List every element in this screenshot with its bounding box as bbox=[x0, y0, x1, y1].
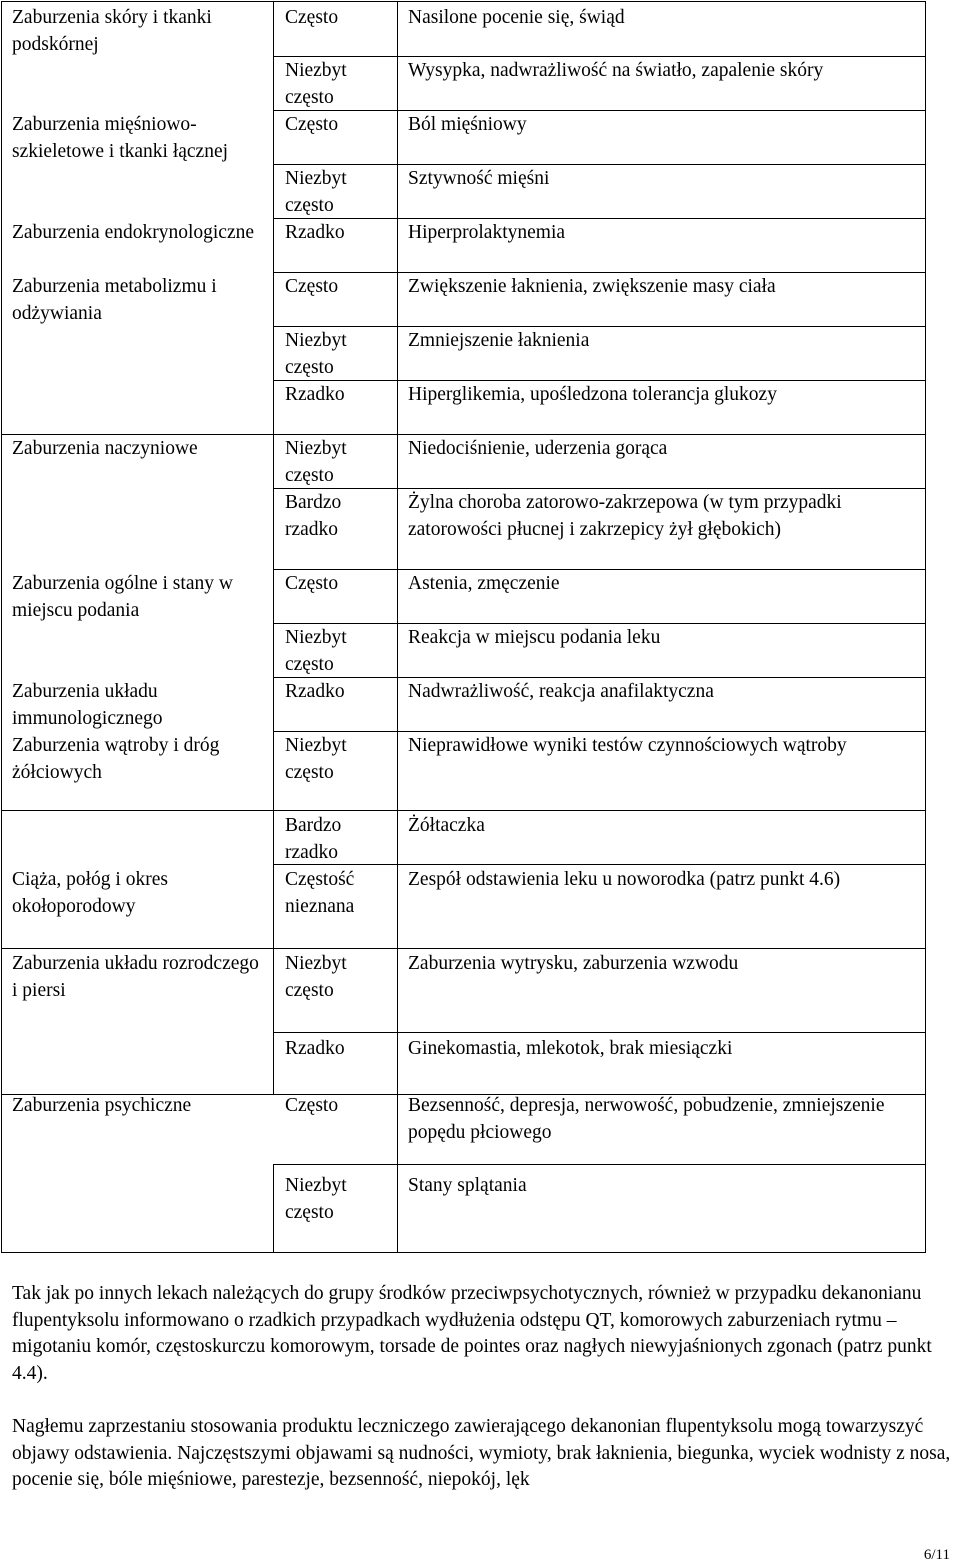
system-organ-class: Zaburzenia metabolizmu i odżywiania bbox=[12, 276, 217, 324]
adverse-effect: Zwiększenie łaknienia, zwiększenie masy ciała bbox=[408, 276, 776, 297]
adverse-effect: Stany splątania bbox=[408, 1175, 527, 1196]
adverse-effect: Nieprawidłowe wyniki testów czynnościowych wątroby bbox=[408, 735, 847, 756]
frequency: Niezbyt często bbox=[285, 627, 347, 675]
system-organ-class: Zaburzenia endokrynologiczne bbox=[12, 222, 255, 243]
frequency: Rzadko bbox=[285, 384, 345, 405]
adverse-effect: Wysypka, nadwrażliwość na światło, zapalenie skóry bbox=[408, 60, 824, 81]
adverse-effect: Niedociśnienie, uderzenia gorąca bbox=[408, 438, 668, 459]
row-divider bbox=[2, 810, 926, 811]
row-divider bbox=[273, 326, 926, 327]
frequency: Częstość nieznana bbox=[285, 869, 355, 917]
frequency: Często bbox=[285, 276, 339, 297]
frequency: Niezbyt często bbox=[285, 168, 347, 216]
frequency: Niezbyt często bbox=[285, 1175, 347, 1223]
adverse-effect: Reakcja w miejscu podania leku bbox=[408, 627, 661, 648]
paragraph-qt-prolongation: Tak jak po innych lekach należących do grupy środków przeciwpsychotycznych, również w przypadku dekanonianu flupentyksolu informowano o rzadkich przypadkach wydłużenia odstępu QT, komorowych zaburzeniach rytmu – migotaniu komór, częstoskurczu komorowym, torsade de pointes oraz nagłych niewyjaśnionych zgonach (patrz punkt 4.4). bbox=[12, 1283, 932, 1384]
frequency: Niezbyt często bbox=[285, 735, 347, 783]
system-organ-class: Zaburzenia mięśniowo-szkieletowe i tkanki łącznej bbox=[12, 114, 229, 162]
page-number: 6/11 bbox=[923, 1547, 950, 1563]
system-organ-class: Zaburzenia układu immunologicznego bbox=[12, 681, 163, 729]
frequency: Często bbox=[285, 114, 339, 135]
row-divider bbox=[273, 56, 926, 57]
adverse-effect: Nadwrażliwość, reakcja anafilaktyczna bbox=[408, 681, 714, 702]
frequency: Często bbox=[285, 573, 339, 594]
system-organ-class: Zaburzenia naczyniowe bbox=[12, 438, 198, 459]
frequency: Niezbyt często bbox=[285, 60, 347, 108]
system-organ-class: Zaburzenia układu rozrodczego i piersi bbox=[12, 953, 259, 1001]
adverse-effect: Ból mięśniowy bbox=[408, 114, 527, 135]
system-organ-class: Zaburzenia psychiczne bbox=[12, 1095, 192, 1116]
adverse-effect: Nasilone pocenie się, świąd bbox=[408, 7, 625, 28]
frequency: Często bbox=[285, 7, 339, 28]
frequency: Niezbyt często bbox=[285, 330, 347, 378]
row-divider bbox=[2, 948, 926, 949]
adverse-effect: Żółtaczka bbox=[408, 815, 485, 836]
frequency: Bardzo rzadko bbox=[285, 815, 342, 863]
row-divider bbox=[273, 731, 926, 732]
adverse-effect: Żylna choroba zatorowo-zakrzepowa (w tym przypadki zatorowości płucnej i zakrzepicy żył głębokich) bbox=[408, 492, 842, 540]
frequency: Niezbyt często bbox=[285, 438, 347, 486]
column-divider bbox=[397, 2, 398, 1252]
frequency: Rzadko bbox=[285, 681, 345, 702]
system-organ-class: Zaburzenia wątroby i dróg żółciowych bbox=[12, 735, 220, 783]
adverse-effect: Astenia, zmęczenie bbox=[408, 573, 560, 594]
frequency: Bardzo rzadko bbox=[285, 492, 342, 540]
row-divider bbox=[273, 1164, 926, 1165]
row-divider bbox=[273, 272, 926, 273]
frequency: Często bbox=[285, 1095, 339, 1116]
paragraph-withdrawal-symptoms: Nagłemu zaprzestaniu stosowania produktu leczniczego zawierającego dekanonian flupentyksolu mogą towarzyszyć objawy odstawienia. Najczęstszymi objawami są nudności, wymioty, brak łaknienia, biegunka, wyciek wodnisty z nosa, pocenie się, bóle mięśniowe, parestezje, bezsenność, niepokój, lęk bbox=[12, 1416, 951, 1490]
system-organ-class: Zaburzenia skóry i tkanki podskórnej bbox=[12, 7, 212, 55]
adverse-effect: Sztywność mięśni bbox=[408, 168, 550, 189]
frequency: Rzadko bbox=[285, 1038, 345, 1059]
adverse-effect: Bezsenność, depresja, nerwowość, pobudzenie, zmniejszenie popędu płciowego bbox=[408, 1095, 885, 1143]
column-divider bbox=[273, 2, 274, 1094]
row-divider bbox=[2, 434, 926, 435]
adverse-effect: Zaburzenia wytrysku, zaburzenia wzwodu bbox=[408, 953, 739, 974]
row-divider bbox=[273, 569, 926, 570]
row-divider bbox=[273, 623, 926, 624]
system-organ-class: Zaburzenia ogólne i stany w miejscu podania bbox=[12, 573, 233, 621]
adverse-effect: Hiperglikemia, upośledzona tolerancja glukozy bbox=[408, 384, 777, 405]
adverse-effect: Zmniejszenie łaknienia bbox=[408, 330, 590, 351]
adverse-effect: Zespół odstawienia leku u noworodka (patrz punkt 4.6) bbox=[408, 869, 841, 890]
frequency: Rzadko bbox=[285, 222, 345, 243]
system-organ-class: Ciąża, połóg i okres okołoporodowy bbox=[12, 869, 168, 917]
row-divider bbox=[273, 164, 926, 165]
frequency: Niezbyt często bbox=[285, 953, 347, 1001]
adverse-effect: Hiperprolaktynemia bbox=[408, 222, 566, 243]
adverse-effect: Ginekomastia, mlekotok, brak miesiączki bbox=[408, 1038, 733, 1059]
row-divider bbox=[273, 1032, 926, 1033]
column-divider bbox=[273, 1164, 274, 1252]
